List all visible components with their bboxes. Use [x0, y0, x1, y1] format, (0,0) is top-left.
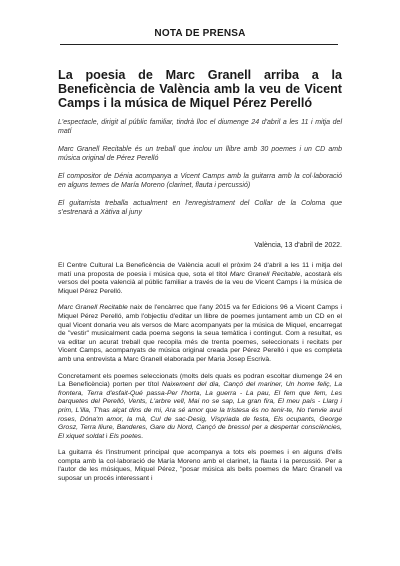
intro-paragraph-2: Marc Granell Recitable és un treball que inclou un llibre amb 30 poemes i un CD amb música original de Pérez Perelló: [58, 146, 342, 162]
headline: La poesia de Marc Granell arriba a la Beneficència de València amb la veu de Vicent Camps i la música de Miquel Pérez Perelló: [58, 68, 342, 111]
poem-titles: Naixement del dia, Cançó del mariner, Un home feliç, La frontera, Terra d'esfait-Qué passa-Per l'horta, La guerra - La pau, El fem que fem, Les barquetes del Perelló, Vents, L'arbre vell, Mai no se sap, La gran fira, El meu país - Llarg i prim, L'illa, T'has alçat dins de mi, Ara sé amor que la tristesa és no tenir-te, No t'envie avui roses, Dóna'm amor, la mà, Cul de sac-Desig, Víspriada de festa, Els ocupants, George Grosz, Terra lliure, Banderes, Gare du Nord, Cançó de bressol per a despertar consciències, El xiquet soldat: [58, 381, 342, 440]
body-text: Concretament els poemes seleccionats (molts dels quals es podran escoltar diumenge 24 en La Beneficència) porten per títol: [58, 372, 342, 389]
work-title: Marc Granell Recitable: [58, 304, 128, 312]
intro-summary: [58, 118, 342, 226]
press-release-label: NOTA DE PRENSA: [154, 28, 246, 39]
intro-paragraph-1: L'espectacle, dirigit al públic familiar, tindrà lloc el diumenge 24 d'abril a les 11 i mitja del matí: [58, 119, 342, 135]
dateline: València, 13 d'abril de 2022.: [254, 242, 342, 249]
body-text: naix de l'encàrrec que l'any 2015 va fer Edicions 96 a Vicent Camps i Miquel Pérez Perelló, amb l'objectiu d'editar un llibre de poemes juntament amb un CD en el qual Vicent donaria veu als versos de Marc acompanyats per la música de Miquel, encarregat de "vestir" musicalment cada poema segons la seua temàtica i contingut. Com a resultat, es va editar un acurat treball que recopila més de trenta poemes, seleccionats i recitats per Vicent Camps, acompanyats de música original creada per Pérez Perelló i que es completa amb una entrevista a Marc Granell elaborada per Maria Josep Escrivà.: [58, 304, 342, 363]
work-title: Marc Granell Recitable: [229, 270, 301, 278]
body-text: .: [141, 432, 144, 440]
poem-title: Els poetes: [109, 432, 142, 440]
body-paragraph-3: [58, 373, 342, 442]
body-text: , acostarà els versos del poeta valencià al públic familiar a través de la veu de Vicent Camps i la música de Miquel Pérez Perelló.: [58, 270, 342, 295]
intro-paragraph-3: El compositor de Dénia acompanya a Vicent Camps amb la guitarra amb la col·laboració en alguns temes de María Moreno (clarinet, flauta i percussió): [58, 173, 342, 189]
body-text: El Centre Cultural La Beneficència de València acull el pròxim 24 d'abril a les 11 i mitja del matí una proposta de poesia i música que, sota el títol: [58, 262, 342, 278]
intro-paragraph-4: El guitarrista treballa actualment en l'enregistrament del Collar de la Coloma que s'estrenarà a Xàtiva al juny: [58, 200, 342, 216]
body-paragraph-4: La guitarra és l'instrument principal que acompanya a tots els poemes i en alguns d'ells compta amb la col·laboració de María Moreno amb el clarinet, la flauta i la percussió. Per a l'autor de les músiques, Miquel Pérez, "posar música als bells poemes de Marc Granell va suposar un procés interessant i: [58, 449, 342, 483]
article-body: [58, 262, 342, 492]
header-divider: [60, 44, 338, 45]
body-paragraph-2: [58, 304, 342, 364]
body-text: i: [104, 432, 110, 440]
body-paragraph-1: [58, 262, 342, 296]
